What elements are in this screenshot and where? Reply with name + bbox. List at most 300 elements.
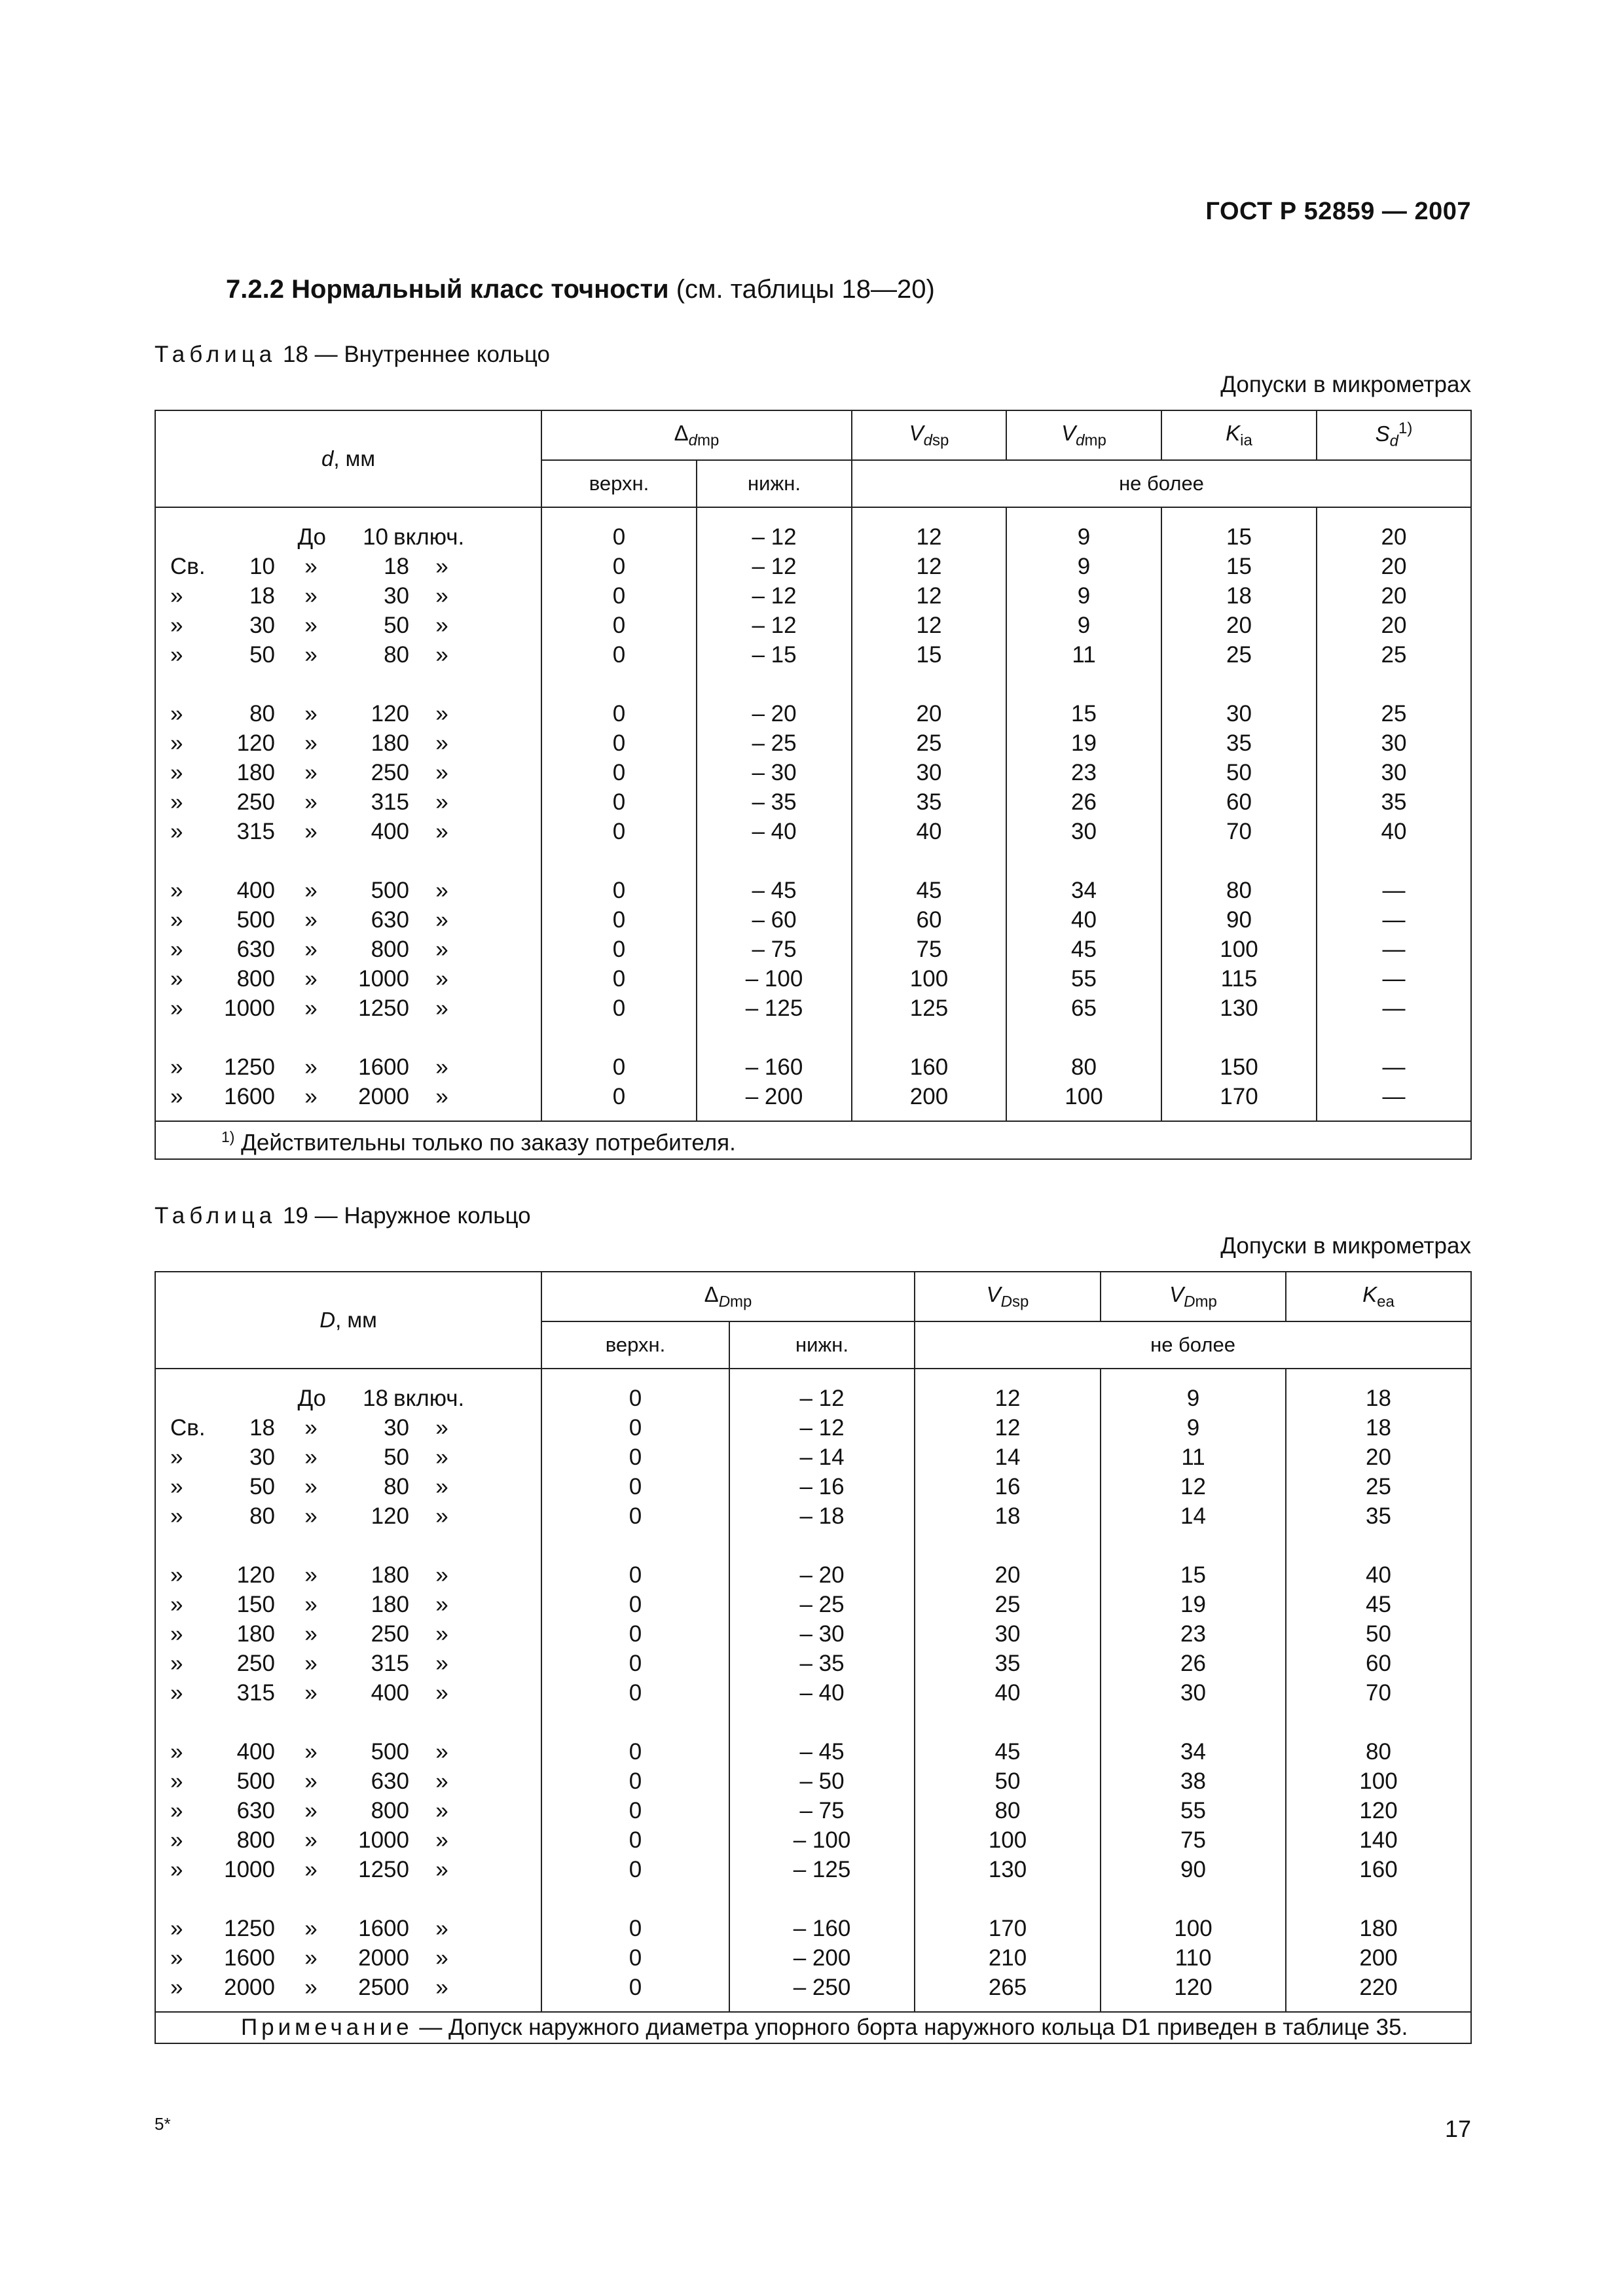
col-no-more-header: не более — [915, 1321, 1471, 1369]
size-range-to: 250 — [371, 1621, 409, 1647]
size-range-from: 800 — [236, 966, 275, 992]
table-cell: 9 — [1186, 1415, 1200, 1441]
table19-kea-column — [1286, 1369, 1471, 2012]
size-range-pre: » — [170, 1592, 183, 1617]
table-cell: 0 — [612, 730, 626, 756]
size-range-to: 1000 — [358, 966, 409, 992]
table-cell: 0 — [629, 1680, 642, 1706]
group-spacer — [1101, 1884, 1285, 1914]
table-cell: — — [1382, 1084, 1406, 1109]
size-range-from: 1000 — [224, 996, 275, 1021]
size-range — [156, 1796, 541, 1825]
size-range-from: 630 — [236, 937, 275, 962]
size-range-post: » — [435, 701, 448, 726]
table-cell: 12 — [994, 1415, 1021, 1441]
group-spacer — [852, 846, 1006, 876]
table18-vdsp-column — [852, 507, 1006, 1121]
table-cell: 12 — [1180, 1474, 1206, 1499]
table-cell: 90 — [1226, 907, 1252, 933]
table-cell: 45 — [994, 1739, 1021, 1765]
table-cell: 130 — [988, 1857, 1027, 1882]
size-range-sep: » — [304, 1084, 318, 1109]
group-spacer — [1101, 1531, 1285, 1560]
table-cell: – 60 — [752, 907, 797, 933]
group-spacer — [156, 1531, 541, 1560]
size-range-sep: » — [304, 878, 318, 903]
table-cell: 12 — [916, 583, 942, 609]
table-cell: 45 — [1071, 937, 1097, 962]
size-range-pre: » — [170, 937, 183, 962]
table-cell: 15 — [1180, 1562, 1206, 1588]
group-spacer — [1101, 1708, 1285, 1737]
size-range-to: 80 — [384, 642, 409, 668]
table-cell: 12 — [994, 1386, 1021, 1411]
size-range-to: 800 — [371, 1798, 409, 1823]
size-range-sep: » — [304, 1444, 318, 1470]
size-range-to: 1600 — [358, 1916, 409, 1941]
table-cell: 20 — [916, 701, 942, 726]
table-cell: 50 — [1226, 760, 1252, 785]
table-cell: 0 — [612, 613, 626, 638]
footnote-mark: 1) — [221, 1128, 235, 1145]
table18-caption-prefix: Таблица — [155, 342, 277, 367]
table-cell: 9 — [1077, 613, 1091, 638]
group-spacer — [915, 1884, 1100, 1914]
table19-d-column — [155, 1369, 541, 2012]
group-spacer — [156, 1023, 541, 1052]
table19-upper-column — [541, 1369, 729, 2012]
table-cell: 125 — [909, 996, 949, 1021]
table-cell: 0 — [612, 524, 626, 550]
table-cell: 180 — [1359, 1916, 1398, 1941]
col-delta-header: $\Delta_{Dmp}$ — [541, 1272, 915, 1321]
group-spacer — [156, 1708, 541, 1737]
table-cell: – 30 — [799, 1621, 845, 1647]
size-range-pre: » — [170, 907, 183, 933]
table-cell: 0 — [629, 1621, 642, 1647]
table19-caption-rest: 19 — Наружное кольцо — [276, 1203, 531, 1229]
group-spacer — [156, 670, 541, 699]
table-cell: 30 — [1381, 730, 1407, 756]
size-range — [156, 611, 541, 640]
table-cell: 80 — [1226, 878, 1252, 903]
table-cell: 20 — [1381, 554, 1407, 579]
size-range-from: 10 — [249, 554, 275, 579]
size-range-post: » — [435, 1474, 448, 1499]
size-range-post: » — [435, 1739, 448, 1765]
table-cell: 18 — [994, 1503, 1021, 1529]
note-label: Примечание — [241, 2015, 413, 2040]
table-cell: 11 — [1072, 642, 1096, 668]
table-cell: 9 — [1077, 554, 1091, 579]
size-range — [156, 1443, 541, 1472]
table-cell: 0 — [629, 1474, 642, 1499]
group-spacer — [697, 670, 851, 699]
size-range-from: 18 — [249, 1415, 275, 1441]
table-cell: 30 — [1180, 1680, 1206, 1706]
size-range-post: » — [435, 1916, 448, 1941]
table-cell: 110 — [1175, 1945, 1212, 1971]
size-range — [156, 758, 541, 787]
table-cell: 120 — [1359, 1798, 1398, 1823]
table-cell: – 12 — [752, 524, 797, 550]
sheet-signature: 5* — [155, 2114, 171, 2134]
table-cell: – 45 — [799, 1739, 845, 1765]
table-cell: 30 — [916, 760, 942, 785]
table-cell: 35 — [994, 1651, 1021, 1676]
size-range-pre: » — [170, 1084, 183, 1109]
table-cell: 15 — [1226, 524, 1252, 550]
size-range — [156, 1619, 541, 1649]
size-range-to: 180 — [371, 730, 409, 756]
size-range — [156, 552, 541, 581]
table-cell: 100 — [1065, 1084, 1103, 1109]
table-cell: 14 — [994, 1444, 1021, 1470]
table-cell: 40 — [994, 1680, 1021, 1706]
size-range — [156, 699, 541, 728]
table-cell: 30 — [1071, 819, 1097, 844]
size-range-from: 1600 — [224, 1084, 275, 1109]
size-range-post: включ. — [393, 1386, 465, 1411]
page-number: 17 — [1444, 2115, 1471, 2142]
table-cell: – 25 — [799, 1592, 845, 1617]
table19-vdmp-column — [1101, 1369, 1286, 2012]
table-cell: 12 — [916, 613, 942, 638]
size-range-post: » — [435, 583, 448, 609]
table19 — [155, 1271, 1472, 2044]
size-range-to: 1000 — [358, 1827, 409, 1853]
table-cell: 25 — [916, 730, 942, 756]
table-cell: 34 — [1071, 878, 1097, 903]
table-cell: 170 — [1220, 1084, 1258, 1109]
group-spacer — [697, 846, 851, 876]
size-range — [156, 817, 541, 846]
size-range-from: 400 — [236, 878, 275, 903]
table-cell: – 15 — [752, 642, 797, 668]
size-range-sep: » — [304, 819, 318, 844]
size-range-to: 800 — [371, 937, 409, 962]
size-range-post: » — [435, 1798, 448, 1823]
size-range-from: 18 — [249, 583, 275, 609]
table-cell: 0 — [629, 1975, 642, 2000]
table-cell: 15 — [1071, 701, 1097, 726]
table-cell: 0 — [612, 583, 626, 609]
size-range — [156, 1501, 541, 1531]
size-range — [156, 1384, 541, 1413]
size-range-post: включ. — [393, 524, 465, 550]
size-range-to: 2000 — [358, 1945, 409, 1971]
size-range-from: 1250 — [224, 1916, 275, 1941]
table-cell: – 160 — [745, 1054, 803, 1080]
table-cell: – 125 — [793, 1857, 851, 1882]
table-cell: 40 — [1071, 907, 1097, 933]
size-range-to: 180 — [371, 1592, 409, 1617]
table-cell: – 50 — [799, 1768, 845, 1794]
col-vdmp-header: $V_{Dmp}$ — [1101, 1272, 1286, 1321]
group-spacer — [542, 1023, 696, 1052]
table-cell: 19 — [1071, 730, 1097, 756]
section-title: 7.2.2 Нормальный класс точности — [226, 275, 669, 304]
size-range-sep: » — [304, 760, 318, 785]
size-range-from: 180 — [236, 1621, 275, 1647]
table-cell: – 100 — [793, 1827, 851, 1853]
group-spacer — [1286, 1708, 1470, 1737]
col-d-header: D, мм — [155, 1272, 541, 1369]
table-cell: 35 — [1381, 789, 1407, 815]
size-range-to: 630 — [371, 907, 409, 933]
size-range-pre: » — [170, 1651, 183, 1676]
table-cell: 0 — [629, 1592, 642, 1617]
size-range-from: 180 — [236, 760, 275, 785]
table-cell: 0 — [629, 1827, 642, 1853]
size-range-sep: » — [304, 996, 318, 1021]
table-cell: 150 — [1220, 1054, 1258, 1080]
group-spacer — [1007, 1023, 1161, 1052]
table19-lower-column — [729, 1369, 915, 2012]
size-range-pre: » — [170, 1916, 183, 1941]
group-spacer — [915, 1708, 1100, 1737]
table-cell: 26 — [1180, 1651, 1206, 1676]
size-range-pre: » — [170, 819, 183, 844]
group-spacer — [542, 846, 696, 876]
group-spacer — [1286, 1884, 1470, 1914]
table18-caption-rest: 18 — Внутреннее кольцо — [276, 342, 550, 367]
size-range-pre: » — [170, 1857, 183, 1882]
size-range-pre: » — [170, 583, 183, 609]
table-cell: 35 — [916, 789, 942, 815]
size-range-from: 120 — [236, 1562, 275, 1588]
size-range-to: 180 — [371, 1562, 409, 1588]
group-spacer — [156, 1884, 541, 1914]
size-range-sep: » — [304, 1592, 318, 1617]
size-range — [156, 1082, 541, 1111]
table-cell: 23 — [1180, 1621, 1206, 1647]
table-cell: 0 — [629, 1386, 642, 1411]
table-cell: 18 — [1226, 583, 1252, 609]
table-cell: – 18 — [799, 1503, 845, 1529]
table-cell: 40 — [1381, 819, 1407, 844]
table-cell: 70 — [1226, 819, 1252, 844]
table-cell: 0 — [612, 878, 626, 903]
group-spacer — [1162, 670, 1316, 699]
table-cell: 80 — [1071, 1054, 1097, 1080]
size-range — [156, 1560, 541, 1590]
table-cell: 20 — [1381, 524, 1407, 550]
size-range-to: 120 — [371, 701, 409, 726]
table18-lower-column — [697, 507, 852, 1121]
table-cell: 35 — [1226, 730, 1252, 756]
size-range-from: 250 — [236, 1651, 275, 1676]
table-cell: 0 — [629, 1945, 642, 1971]
table18 — [155, 410, 1472, 1160]
table-cell: 45 — [916, 878, 942, 903]
size-range-pre: » — [170, 966, 183, 992]
col-no-more-header: не более — [852, 460, 1471, 507]
table-cell: 40 — [916, 819, 942, 844]
size-range-sep: » — [304, 1474, 318, 1499]
size-range-post: » — [435, 937, 448, 962]
size-range-pre: » — [170, 1444, 183, 1470]
table-cell: 55 — [1071, 966, 1097, 992]
size-range-from: 1600 — [224, 1945, 275, 1971]
size-range-pre: » — [170, 789, 183, 815]
table-cell: 18 — [1366, 1415, 1391, 1441]
size-range-sep: » — [304, 1054, 318, 1080]
size-range-post: » — [435, 878, 448, 903]
size-range-sep: » — [304, 1916, 318, 1941]
size-range-to: 500 — [371, 1739, 409, 1765]
table-cell: 0 — [612, 701, 626, 726]
table-cell: 100 — [988, 1827, 1027, 1853]
size-range-sep: » — [304, 937, 318, 962]
col-vdmp-header: $V_{dmp}$ — [1006, 410, 1161, 460]
size-range-pre: » — [170, 1827, 183, 1853]
table-cell: 0 — [629, 1562, 642, 1588]
group-spacer — [1286, 1531, 1470, 1560]
size-range-to: 400 — [371, 1680, 409, 1706]
table-cell: 100 — [1174, 1916, 1213, 1941]
table-cell: 55 — [1180, 1798, 1206, 1823]
table-cell: – 12 — [799, 1386, 845, 1411]
size-range-sep: » — [304, 907, 318, 933]
size-range — [156, 994, 541, 1023]
size-range-sep: » — [304, 642, 318, 668]
size-range-post: » — [435, 1444, 448, 1470]
table-cell: 15 — [1226, 554, 1252, 579]
col-sd-header: $S_d^{1)}$ — [1317, 410, 1471, 460]
table-cell: 0 — [612, 966, 626, 992]
size-range-pre: » — [170, 996, 183, 1021]
table-cell: 11 — [1181, 1444, 1205, 1470]
size-range-pre: » — [170, 760, 183, 785]
size-range — [156, 1825, 541, 1855]
col-lower-header: нижн. — [697, 460, 852, 507]
table-cell: 60 — [1366, 1651, 1391, 1676]
size-range-from: 400 — [236, 1739, 275, 1765]
table-cell: 12 — [916, 554, 942, 579]
group-spacer — [1317, 670, 1470, 699]
size-range-post: » — [435, 1975, 448, 2000]
size-range-sep: » — [304, 1827, 318, 1853]
table-cell: 75 — [916, 937, 942, 962]
size-range-pre: » — [170, 701, 183, 726]
size-range-pre: » — [170, 1054, 183, 1080]
table-cell: 200 — [1359, 1945, 1398, 1971]
table-cell: 0 — [629, 1798, 642, 1823]
size-range-sep: » — [304, 1798, 318, 1823]
size-range — [156, 1973, 541, 2002]
table-cell: 0 — [629, 1739, 642, 1765]
table-cell: 35 — [1366, 1503, 1391, 1529]
table-cell: – 40 — [799, 1680, 845, 1706]
group-spacer — [542, 670, 696, 699]
size-range — [156, 581, 541, 611]
table18-footnote — [155, 1121, 1471, 1159]
table-cell: – 75 — [799, 1798, 845, 1823]
size-range-pre: Св. — [170, 1415, 206, 1441]
size-range-post: » — [435, 1651, 448, 1676]
size-range-post: » — [435, 907, 448, 933]
size-range-pre: » — [170, 1621, 183, 1647]
size-range — [156, 1914, 541, 1943]
table-cell: 100 — [1220, 937, 1258, 962]
table-cell: 200 — [909, 1084, 949, 1109]
table19-vdsp-column — [915, 1369, 1101, 2012]
table-cell: 30 — [1226, 701, 1252, 726]
table-cell: – 200 — [793, 1945, 851, 1971]
size-range-from: 30 — [249, 1444, 275, 1470]
size-range-from: 315 — [236, 1680, 275, 1706]
size-range-sep: » — [304, 583, 318, 609]
size-range-to: 250 — [371, 760, 409, 785]
size-range-pre: » — [170, 1474, 183, 1499]
size-range-from: 150 — [236, 1592, 275, 1617]
size-range — [156, 1472, 541, 1501]
table-cell: 120 — [1174, 1975, 1213, 2000]
size-range-to: 18 — [384, 554, 409, 579]
table18-caption — [155, 342, 550, 368]
size-range-pre: » — [170, 1975, 183, 2000]
size-range-pre: » — [170, 1680, 183, 1706]
size-range-from: 1000 — [224, 1857, 275, 1882]
size-range-to: 18 — [363, 1386, 388, 1411]
table-cell: – 20 — [799, 1562, 845, 1588]
size-range-from: 120 — [236, 730, 275, 756]
table-cell: – 160 — [793, 1916, 851, 1941]
size-range-post: » — [435, 996, 448, 1021]
table-cell: 34 — [1180, 1739, 1206, 1765]
table-cell: 0 — [612, 1054, 626, 1080]
table-cell: 80 — [1366, 1739, 1391, 1765]
table18-sd-column — [1317, 507, 1471, 1121]
size-range-pre: » — [170, 878, 183, 903]
size-range-from: 630 — [236, 1798, 275, 1823]
table-cell: 20 — [1381, 583, 1407, 609]
group-spacer — [1317, 1023, 1470, 1052]
size-range — [156, 1855, 541, 1884]
table18-kia-column — [1161, 507, 1317, 1121]
size-range-post: » — [435, 966, 448, 992]
size-range — [156, 1413, 541, 1443]
size-range-pre: » — [170, 1739, 183, 1765]
size-range — [156, 964, 541, 994]
table-cell: 0 — [629, 1415, 642, 1441]
size-range — [156, 640, 541, 670]
size-range-to: 400 — [371, 819, 409, 844]
table-cell: 20 — [1366, 1444, 1391, 1470]
size-range-post: » — [435, 554, 448, 579]
col-kia-header: $K_{ia}$ — [1161, 410, 1317, 460]
table-cell: 14 — [1180, 1503, 1206, 1529]
group-spacer — [1317, 846, 1470, 876]
size-range-to: 120 — [371, 1503, 409, 1529]
group-spacer — [542, 1708, 729, 1737]
size-range-from: 50 — [249, 1474, 275, 1499]
table-cell: – 125 — [745, 996, 803, 1021]
table-cell: – 12 — [752, 554, 797, 579]
table-cell: 0 — [629, 1857, 642, 1882]
group-spacer — [915, 1531, 1100, 1560]
table-cell: 30 — [994, 1621, 1021, 1647]
group-spacer — [852, 670, 1006, 699]
group-spacer — [542, 1884, 729, 1914]
col-upper-header: верхн. — [541, 1321, 729, 1369]
size-range-from: 500 — [236, 907, 275, 933]
size-range-sep: » — [304, 1621, 318, 1647]
size-range-post: » — [435, 1503, 448, 1529]
table-cell: 60 — [1226, 789, 1252, 815]
table-cell: 38 — [1180, 1768, 1206, 1794]
